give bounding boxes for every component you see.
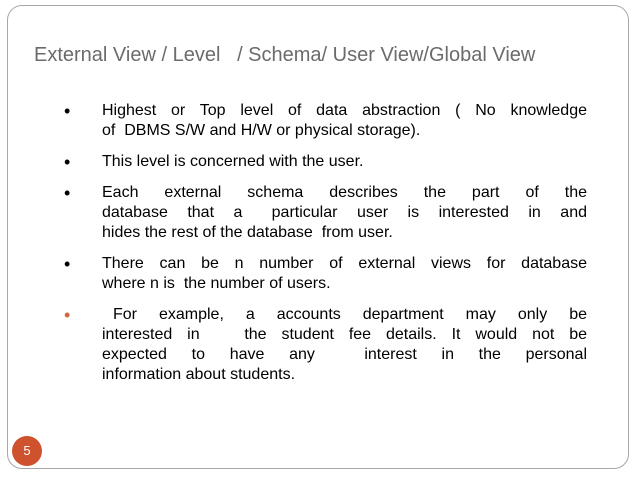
bullet-text-line: where n is the number of users. — [102, 275, 331, 292]
bullet-marker: • — [64, 183, 71, 203]
bullet-marker: • — [64, 101, 71, 121]
bullet-text-line: expected to have any interest in the personal — [102, 346, 587, 363]
bullet-text-line: Each external schema describes the part of the — [102, 184, 587, 201]
bullet-text-line: interested in the student fee details. It would not be — [102, 326, 587, 343]
bullet-marker: • — [64, 305, 71, 325]
bullet-item-user-concern — [64, 152, 587, 172]
bullet-marker: • — [64, 152, 71, 172]
page-number-badge: 5 — [12, 436, 42, 466]
bullet-item-abstraction-level — [64, 101, 587, 141]
bullet-text-line: This level is concerned with the user. — [102, 153, 364, 170]
bullet-text-line: database that a particular user is interested in and — [102, 204, 587, 221]
bullet-item-number-of-views — [64, 254, 587, 294]
slide-title: External View / Level / Schema/ User View/Global View — [34, 44, 536, 66]
bullet-item-example — [64, 305, 587, 385]
bullet-marker: • — [64, 254, 71, 274]
bullet-list — [64, 101, 587, 385]
bullet-item-external-schema — [64, 183, 587, 243]
bullet-text-line: information about students. — [102, 366, 296, 383]
bullet-text-line: Highest or Top level of data abstraction ( No knowledge — [102, 102, 587, 119]
bullet-text-line: There can be n number of external views for database — [102, 255, 587, 272]
bullet-text-line: For example, a accounts department may only be — [102, 306, 587, 323]
bullet-text-line: of DBMS S/W and H/W or physical storage). — [102, 122, 421, 139]
bullet-text-line: hides the rest of the database from user. — [102, 224, 393, 241]
